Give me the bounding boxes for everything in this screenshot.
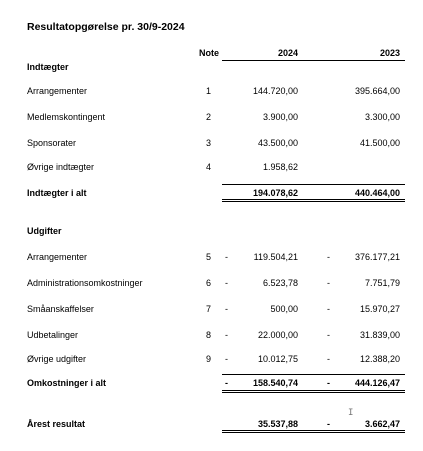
income-heading: Indtægter bbox=[27, 62, 69, 72]
sign-2023: - bbox=[327, 304, 330, 314]
value-2024: 119.504,21 bbox=[253, 252, 298, 262]
expenses-heading: Udgifter bbox=[27, 226, 62, 236]
sign-2024: - bbox=[225, 354, 228, 364]
value-2023: 7.751,79 bbox=[364, 278, 400, 288]
sign-2024: - bbox=[225, 330, 228, 340]
sign-2023: - bbox=[327, 278, 330, 288]
value-2023: 15.970,27 bbox=[359, 304, 400, 314]
result-double-rule-1 bbox=[222, 430, 405, 431]
value-2023: 376.177,21 bbox=[354, 252, 400, 262]
result-label: Årest resultat bbox=[27, 419, 86, 429]
report-title: Resultatopgørelse pr. 30/9-2024 bbox=[27, 21, 185, 33]
income-total-double-rule-1 bbox=[222, 199, 405, 200]
row-note: 3 bbox=[206, 138, 212, 148]
value-2024: 10.012,75 bbox=[257, 354, 298, 364]
income-total-2023: 440.464,00 bbox=[354, 188, 400, 198]
value-2024: 500,00 bbox=[270, 304, 298, 314]
sign-2024: - bbox=[225, 278, 228, 288]
sign-2024: - bbox=[225, 252, 228, 262]
expenses-total-top-rule bbox=[222, 374, 405, 375]
row-note: 6 bbox=[206, 278, 212, 288]
header-underline bbox=[222, 60, 405, 61]
value-2023: 41.500,00 bbox=[359, 138, 400, 148]
text-cursor-icon: I bbox=[348, 408, 354, 418]
row-note: 7 bbox=[206, 304, 212, 314]
value-2023: 395.664,00 bbox=[354, 86, 400, 96]
sign-2023: - bbox=[327, 252, 330, 262]
value-2024: 43.500,00 bbox=[257, 138, 298, 148]
row-label: Arrangementer bbox=[27, 86, 88, 96]
expenses-total-double-rule-2 bbox=[222, 392, 405, 393]
value-2023: 12.388,20 bbox=[359, 354, 400, 364]
note-column-header: Note bbox=[199, 48, 219, 58]
value-2024: 144.720,00 bbox=[252, 86, 298, 96]
expenses-total-2023: 444.126,47 bbox=[354, 378, 400, 388]
income-total-label: Indtægter i alt bbox=[27, 188, 87, 198]
row-note: 8 bbox=[206, 330, 212, 340]
value-2024: 22.000,00 bbox=[257, 330, 298, 340]
result-2023: 3.662,47 bbox=[364, 419, 400, 429]
income-total-double-rule-2 bbox=[222, 201, 405, 202]
expenses-total-sign-2024: - bbox=[225, 378, 228, 388]
expenses-total-sign-2023: - bbox=[327, 378, 330, 388]
result-2024: 35.537,88 bbox=[257, 419, 298, 429]
expenses-total-2024: 158.540,74 bbox=[252, 378, 298, 388]
sign-2023: - bbox=[327, 354, 330, 364]
result-double-rule-2 bbox=[222, 432, 405, 433]
value-2023: 31.839,00 bbox=[359, 330, 400, 340]
row-note: 4 bbox=[206, 162, 212, 172]
value-2024: 3.900,00 bbox=[262, 112, 298, 122]
row-note: 2 bbox=[206, 112, 212, 122]
row-label: Medlemskontingent bbox=[27, 112, 106, 122]
column-header-2024: 2024 bbox=[277, 48, 298, 58]
value-2024: 1.958,62 bbox=[262, 162, 298, 172]
sign-2024: - bbox=[225, 304, 228, 314]
row-note: 1 bbox=[206, 86, 212, 96]
result-sign-2023: - bbox=[327, 419, 330, 429]
sign-2023: - bbox=[327, 330, 330, 340]
value-2023: 3.300,00 bbox=[364, 112, 400, 122]
row-label: Sponsorater bbox=[27, 138, 77, 148]
row-note: 5 bbox=[206, 252, 212, 262]
row-label: Øvrige udgifter bbox=[27, 354, 87, 364]
expenses-total-double-rule-1 bbox=[222, 390, 405, 391]
value-2024: 6.523,78 bbox=[262, 278, 298, 288]
row-label: Småanskaffelser bbox=[27, 304, 94, 314]
income-total-top-rule bbox=[222, 184, 405, 185]
row-note: 9 bbox=[206, 354, 212, 364]
row-label: Administrationsomkostninger bbox=[27, 278, 143, 288]
row-label: Udbetalinger bbox=[27, 330, 79, 340]
row-label: Arrangementer bbox=[27, 252, 88, 262]
income-total-2024: 194.078,62 bbox=[252, 188, 298, 198]
row-label: Øvrige indtægter bbox=[27, 162, 95, 172]
expenses-total-label: Omkostninger i alt bbox=[27, 378, 107, 388]
column-header-2023: 2023 bbox=[379, 48, 400, 58]
